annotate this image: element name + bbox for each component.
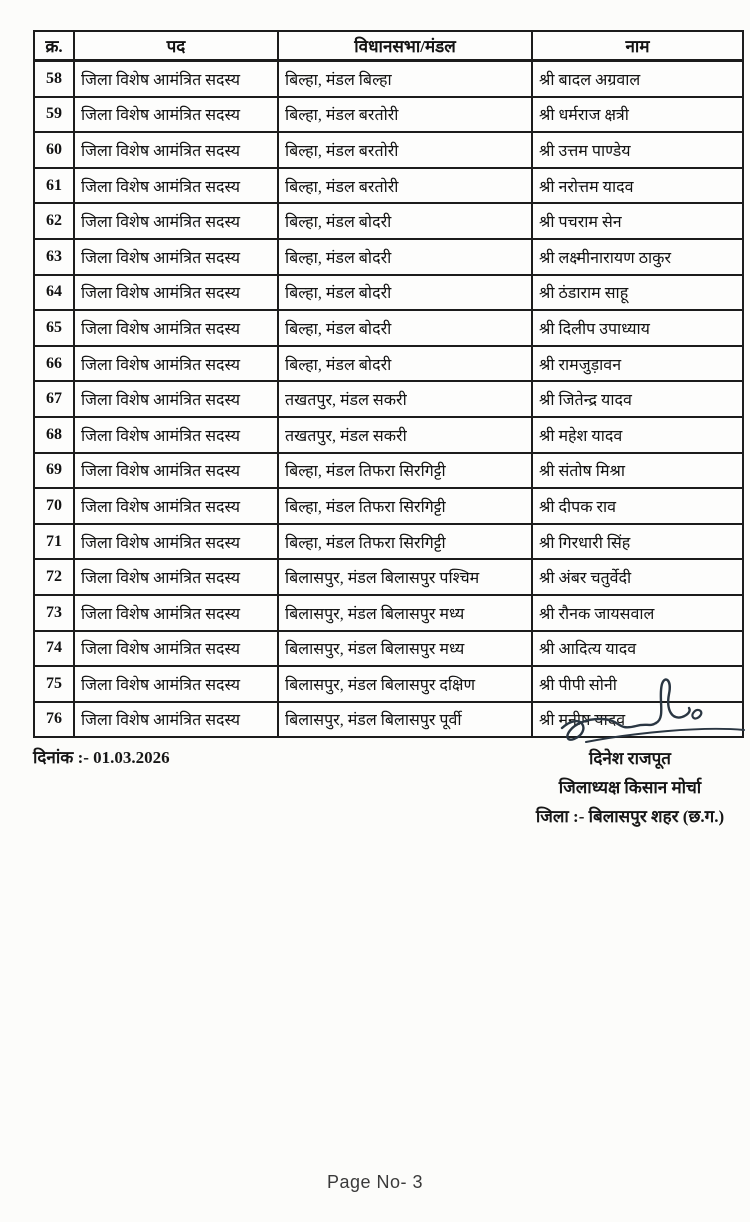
header-mandal: विधानसभा/मंडल <box>278 31 532 61</box>
signature-block <box>500 744 750 831</box>
cell-mandal: बिलासपुर, मंडल बिलासपुर मध्य <box>278 631 532 667</box>
cell-post: जिला विशेष आमंत्रित सदस्य <box>74 488 278 524</box>
cell-serial: 59 <box>34 97 74 133</box>
cell-mandal: बिल्हा, मंडल बोदरी <box>278 275 532 311</box>
cell-name: श्री बादल अग्रवाल <box>532 61 743 97</box>
cell-mandal: बिल्हा, मंडल बोदरी <box>278 239 532 275</box>
cell-serial: 65 <box>34 310 74 346</box>
table-row <box>34 559 743 595</box>
cell-post: जिला विशेष आमंत्रित सदस्य <box>74 97 278 133</box>
cell-post: जिला विशेष आमंत्रित सदस्य <box>74 595 278 631</box>
members-table <box>33 30 744 738</box>
cell-post: जिला विशेष आमंत्रित सदस्य <box>74 203 278 239</box>
cell-post: जिला विशेष आमंत्रित सदस्य <box>74 702 278 738</box>
cell-mandal: बिलासपुर, मंडल बिलासपुर मध्य <box>278 595 532 631</box>
cell-post: जिला विशेष आमंत्रित सदस्य <box>74 132 278 168</box>
cell-serial: 69 <box>34 453 74 489</box>
table-row <box>34 417 743 453</box>
cell-post: जिला विशेष आमंत्रित सदस्य <box>74 666 278 702</box>
table-row <box>34 453 743 489</box>
cell-name: श्री संतोष मिश्रा <box>532 453 743 489</box>
table-header-row <box>34 31 743 61</box>
cell-serial: 74 <box>34 631 74 667</box>
table-row <box>34 168 743 204</box>
table-row <box>34 488 743 524</box>
signatory-title: जिलाध्यक्ष किसान मोर्चा <box>558 778 702 797</box>
cell-serial: 58 <box>34 61 74 97</box>
cell-mandal: बिल्हा, मंडल बोदरी <box>278 203 532 239</box>
cell-serial: 67 <box>34 381 74 417</box>
cell-mandal: तखतपुर, मंडल सकरी <box>278 381 532 417</box>
table-row <box>34 381 743 417</box>
cell-name: श्री मनीष यादव <box>532 702 743 738</box>
page-number: Page No- 3 <box>326 1172 424 1192</box>
cell-serial: 62 <box>34 203 74 239</box>
cell-mandal: बिलासपुर, मंडल बिलासपुर पश्चिम <box>278 559 532 595</box>
cell-serial: 68 <box>34 417 74 453</box>
table-row <box>34 97 743 133</box>
signatory-name: दिनेश राजपूत <box>589 749 671 768</box>
cell-post: जिला विशेष आमंत्रित सदस्य <box>74 310 278 346</box>
cell-mandal: बिलासपुर, मंडल बिलासपुर पूर्वी <box>278 702 532 738</box>
cell-serial: 63 <box>34 239 74 275</box>
table-row <box>34 132 743 168</box>
cell-post: जिला विशेष आमंत्रित सदस्य <box>74 631 278 667</box>
cell-name: श्री महेश यादव <box>532 417 743 453</box>
cell-name: श्री धर्मराज क्षत्री <box>532 97 743 133</box>
cell-post: जिला विशेष आमंत्रित सदस्य <box>74 168 278 204</box>
cell-name: श्री दिलीप उपाध्याय <box>532 310 743 346</box>
cell-name: श्री लक्ष्मीनारायण ठाकुर <box>532 239 743 275</box>
cell-name: श्री जितेन्द्र यादव <box>532 381 743 417</box>
table-row <box>34 275 743 311</box>
cell-serial: 64 <box>34 275 74 311</box>
header-name: नाम <box>532 31 743 61</box>
cell-serial: 73 <box>34 595 74 631</box>
cell-mandal: बिल्हा, मंडल तिफरा सिरगिट्टी <box>278 453 532 489</box>
cell-serial: 76 <box>34 702 74 738</box>
header-serial: क्र. <box>34 31 74 61</box>
cell-serial: 60 <box>34 132 74 168</box>
cell-serial: 72 <box>34 559 74 595</box>
cell-post: जिला विशेष आमंत्रित सदस्य <box>74 453 278 489</box>
cell-name: श्री नरोत्तम यादव <box>532 168 743 204</box>
cell-post: जिला विशेष आमंत्रित सदस्य <box>74 275 278 311</box>
cell-name: श्री रामजुड़ावन <box>532 346 743 382</box>
header-post: पद <box>74 31 278 61</box>
cell-serial: 70 <box>34 488 74 524</box>
cell-name: श्री दीपक राव <box>532 488 743 524</box>
date-label: दिनांक :- 01.03.2026 <box>33 748 170 767</box>
table-row <box>34 631 743 667</box>
table-row <box>34 310 743 346</box>
cell-serial: 66 <box>34 346 74 382</box>
cell-mandal: बिल्हा, मंडल बिल्हा <box>278 61 532 97</box>
table-row <box>34 524 743 560</box>
cell-mandal: बिल्हा, मंडल तिफरा सिरगिट्टी <box>278 488 532 524</box>
cell-post: जिला विशेष आमंत्रित सदस्य <box>74 381 278 417</box>
table-row <box>34 203 743 239</box>
cell-post: जिला विशेष आमंत्रित सदस्य <box>74 417 278 453</box>
table-row <box>34 239 743 275</box>
cell-serial: 61 <box>34 168 74 204</box>
cell-post: जिला विशेष आमंत्रित सदस्य <box>74 524 278 560</box>
cell-name: श्री पीपी सोनी <box>532 666 743 702</box>
cell-post: जिला विशेष आमंत्रित सदस्य <box>74 61 278 97</box>
cell-mandal: बिल्हा, मंडल बरतोरी <box>278 97 532 133</box>
cell-mandal: बिल्हा, मंडल बोदरी <box>278 310 532 346</box>
table-body <box>34 61 743 738</box>
signatory-district: जिला :- बिलासपुर शहर (छ.ग.) <box>535 807 725 826</box>
cell-name: श्री आदित्य यादव <box>532 631 743 667</box>
cell-mandal: बिलासपुर, मंडल बिलासपुर दक्षिण <box>278 666 532 702</box>
cell-post: जिला विशेष आमंत्रित सदस्य <box>74 559 278 595</box>
cell-name: श्री पचराम सेन <box>532 203 743 239</box>
table-row <box>34 346 743 382</box>
cell-name: श्री गिरधारी सिंह <box>532 524 743 560</box>
cell-name: श्री अंबर चतुर्वेदी <box>532 559 743 595</box>
cell-post: जिला विशेष आमंत्रित सदस्य <box>74 346 278 382</box>
cell-mandal: बिल्हा, मंडल बोदरी <box>278 346 532 382</box>
cell-post: जिला विशेष आमंत्रित सदस्य <box>74 239 278 275</box>
cell-serial: 71 <box>34 524 74 560</box>
cell-name: श्री ठंडाराम साहू <box>532 275 743 311</box>
table-row <box>34 595 743 631</box>
cell-mandal: बिल्हा, मंडल बरतोरी <box>278 168 532 204</box>
table-row <box>34 61 743 97</box>
cell-name: श्री उत्तम पाण्डेय <box>532 132 743 168</box>
cell-serial: 75 <box>34 666 74 702</box>
cell-mandal: बिल्हा, मंडल बरतोरी <box>278 132 532 168</box>
cell-mandal: तखतपुर, मंडल सकरी <box>278 417 532 453</box>
cell-name: श्री रौनक जायसवाल <box>532 595 743 631</box>
cell-mandal: बिल्हा, मंडल तिफरा सिरगिट्टी <box>278 524 532 560</box>
